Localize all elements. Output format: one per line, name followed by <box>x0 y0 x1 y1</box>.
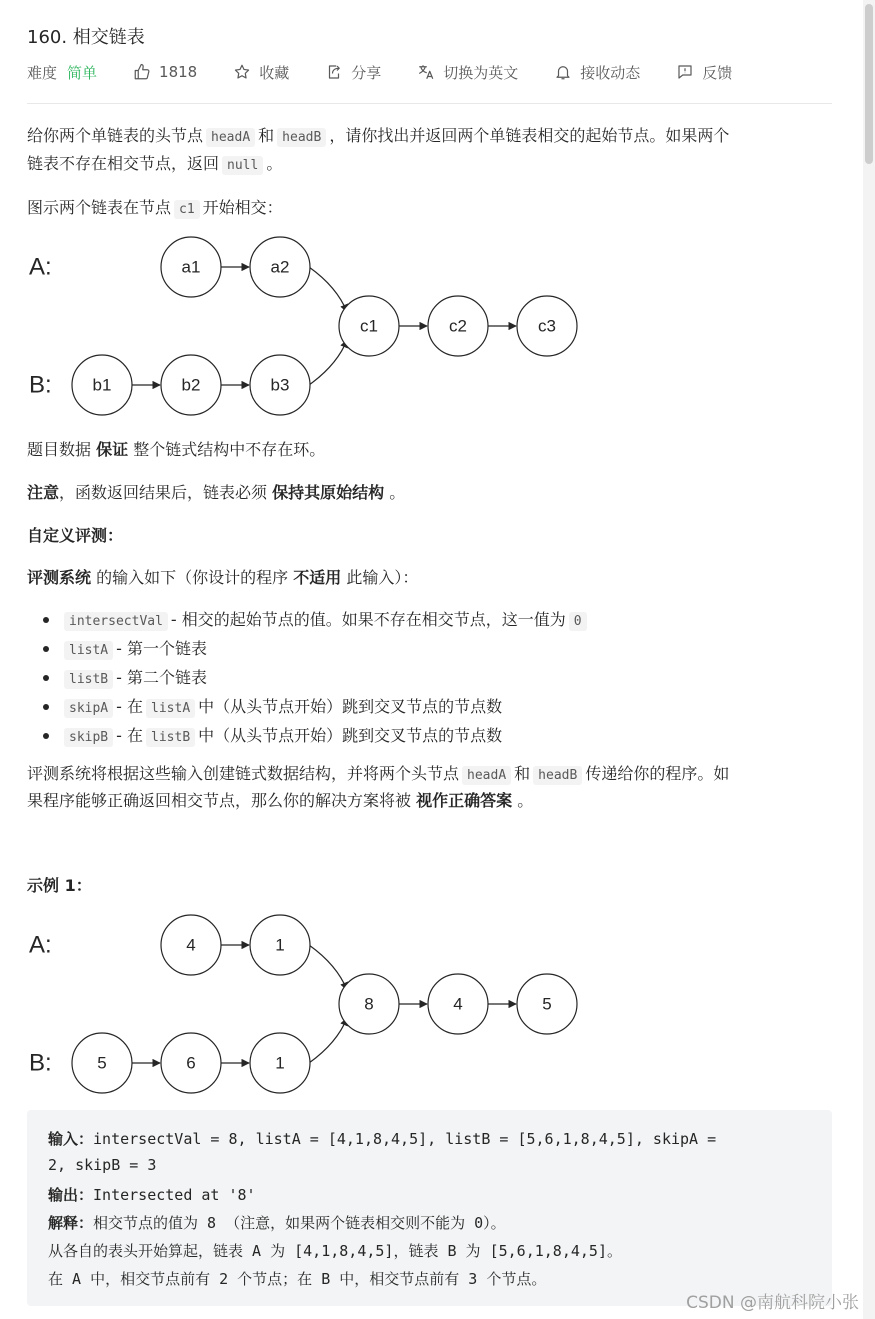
input-value: intersectVal = 8, listA = [4,1,8,4,5], listB = [5,6,1,8,4,5], skipA = <box>93 1130 717 1148</box>
switch-language-button[interactable] <box>417 62 518 83</box>
explanation-label: 解释： <box>48 1214 94 1232</box>
bold-text: 视作正确答案 <box>416 791 513 810</box>
example-1-code-block <box>27 1110 832 1306</box>
text: 和 <box>514 764 531 783</box>
star-icon <box>233 63 251 81</box>
favorite-label: 收藏 <box>259 63 290 82</box>
inline-code: headB <box>277 128 326 147</box>
explanation-text: 从各自的表头开始算起，链表 A 为 [4,1,8,4,5]，链表 B 为 [5,6,1,8,4,5]。 <box>48 1242 622 1260</box>
scrollbar-track[interactable] <box>863 0 875 1319</box>
edge <box>309 945 347 990</box>
description-paragraph-5 <box>27 564 418 591</box>
node-label: 5 <box>97 1053 107 1073</box>
thumbs-up-icon <box>133 63 151 81</box>
text: 链表不存在相交节点，返回 <box>27 154 220 173</box>
problem-title: 160. 相交链表 <box>27 27 145 48</box>
input-value-cont: 2, skipB = 3 <box>48 1156 157 1174</box>
subscribe-label: 接收动态 <box>580 63 641 82</box>
text: 中（从头节点开始）跳到交叉节点的节点数 <box>198 726 503 745</box>
share-label: 分享 <box>351 63 382 82</box>
text: 整个链式结构中不存在环。 <box>133 440 326 459</box>
bold-text: 评测系统 <box>27 568 92 587</box>
text: - 第一个链表 <box>116 639 208 658</box>
output-label: 输出： <box>48 1186 94 1204</box>
description-paragraph-1 <box>27 122 729 151</box>
input-parameter-list <box>61 606 590 751</box>
description-paragraph-6-cont <box>27 787 533 814</box>
text: 果程序能够正确返回相交节点，那么你的解决方案将被 <box>27 791 412 810</box>
text: ，函数返回结果后，链表必须 <box>59 483 268 502</box>
text: 传递给你的程序。如 <box>585 764 730 783</box>
example-1-diagram <box>0 908 620 1103</box>
text: 和 <box>258 126 275 145</box>
output-value: Intersected at '8' <box>93 1186 256 1204</box>
text: 给你两个单链表的头节点 <box>27 126 204 145</box>
custom-testing-heading: 自定义评测： <box>27 526 124 545</box>
edge <box>309 340 347 385</box>
text: - 在 <box>116 697 144 716</box>
node-label: 4 <box>186 935 196 955</box>
feedback-icon <box>676 63 694 81</box>
scrollbar-thumb[interactable] <box>865 4 873 164</box>
problem-meta-bar <box>27 60 768 84</box>
code-line <box>48 1156 156 1174</box>
description-paragraph-4 <box>27 479 405 506</box>
node-label: 6 <box>186 1053 196 1073</box>
list-a-label: A: <box>29 253 52 281</box>
list-item <box>61 635 590 664</box>
text: - 相交的起始节点的值。如果不存在相交节点，这一值为 <box>170 610 566 629</box>
difficulty-label: 难度 <box>27 63 58 82</box>
edge <box>309 1018 347 1063</box>
code-line <box>48 1128 716 1149</box>
node-label: c2 <box>449 316 467 336</box>
feedback-button[interactable] <box>676 62 732 83</box>
feedback-label: 反馈 <box>702 63 733 82</box>
inline-code: skipA <box>64 699 113 718</box>
text: 题目数据 <box>27 440 92 459</box>
text: 图示两个链表在节点 <box>27 198 172 217</box>
like-button[interactable] <box>133 63 197 81</box>
text: 的输入如下（你设计的程序 <box>96 568 289 587</box>
bold-text: 保持其原始结构 <box>272 483 385 502</box>
inline-code: listB <box>146 728 195 747</box>
list-item <box>61 722 590 751</box>
watermark: CSDN @南航科院小张 <box>686 1293 859 1313</box>
code-line <box>48 1268 546 1289</box>
node-label: b1 <box>92 375 112 395</box>
text: 评测系统将根据这些输入创建链式数据结构，并将两个头节点 <box>27 764 460 783</box>
text: 开始相交： <box>202 198 283 217</box>
list-b-label: B: <box>29 1049 52 1077</box>
code-line <box>48 1212 506 1233</box>
text: 。 <box>266 154 283 173</box>
text: - 第二个链表 <box>116 668 208 687</box>
inline-code: listB <box>64 670 113 689</box>
subscribe-button[interactable] <box>554 62 640 83</box>
node-label: 4 <box>453 994 463 1014</box>
list-a-label: A: <box>29 931 52 959</box>
inline-code: listA <box>146 699 195 718</box>
code-line <box>48 1240 622 1261</box>
text: ，请你找出并返回两个单链表相交的起始节点。如果两个 <box>329 126 730 145</box>
node-label: b3 <box>270 375 290 395</box>
inline-code: intersectVal <box>64 612 168 631</box>
input-label: 输入： <box>48 1130 94 1148</box>
node-label: 5 <box>542 994 552 1014</box>
inline-code: skipB <box>64 728 113 747</box>
node-label: c1 <box>360 316 378 336</box>
bold-text: 不适用 <box>293 568 342 587</box>
inline-code: 0 <box>569 612 587 631</box>
node-label: 1 <box>275 935 285 955</box>
like-count: 1818 <box>159 63 198 81</box>
list-item <box>61 693 590 722</box>
explanation-text: 在 A 中，相交节点前有 2 个节点；在 B 中，相交节点前有 3 个节点。 <box>48 1270 547 1288</box>
inline-code: listA <box>64 641 113 660</box>
inline-code: null <box>222 156 263 175</box>
text: - 在 <box>116 726 144 745</box>
inline-code: headB <box>533 766 582 785</box>
edge <box>309 267 347 312</box>
node-label: c3 <box>538 316 556 336</box>
node-label: a2 <box>270 257 290 277</box>
description-paragraph-1-cont <box>27 150 282 179</box>
inline-code: headA <box>462 766 511 785</box>
description-paragraph-2 <box>27 194 283 223</box>
favorite-button[interactable] <box>233 62 289 83</box>
inline-code: headA <box>206 128 255 147</box>
list-item <box>61 606 590 635</box>
node-label: 1 <box>275 1053 285 1073</box>
share-button[interactable] <box>325 62 381 83</box>
translate-icon <box>417 63 435 81</box>
list-item <box>61 664 590 693</box>
list-b-label: B: <box>29 371 52 399</box>
explanation-text: 相交节点的值为 8 （注意，如果两个链表相交则不能为 0）。 <box>93 1214 506 1232</box>
text: 此输入）： <box>346 568 419 587</box>
text: 。 <box>517 791 534 810</box>
description-paragraph-3 <box>27 436 325 463</box>
bell-icon <box>554 63 572 81</box>
linked-list-diagram <box>0 230 620 425</box>
example-1-heading: 示例 1： <box>27 876 92 895</box>
header-divider <box>27 103 832 104</box>
text: 。 <box>389 483 406 502</box>
text: 中（从头节点开始）跳到交叉节点的节点数 <box>198 697 503 716</box>
bold-text: 保证 <box>96 440 129 459</box>
node-label: a1 <box>181 257 201 277</box>
node-label: 8 <box>364 994 374 1014</box>
difficulty-badge: 简单 <box>67 63 98 82</box>
inline-code: c1 <box>174 200 200 219</box>
node-label: b2 <box>181 375 201 395</box>
bold-text: 注意 <box>27 483 60 502</box>
switch-language-label: 切换为英文 <box>443 63 519 82</box>
description-paragraph-6 <box>27 760 729 789</box>
share-icon <box>325 63 343 81</box>
code-line <box>48 1184 256 1205</box>
